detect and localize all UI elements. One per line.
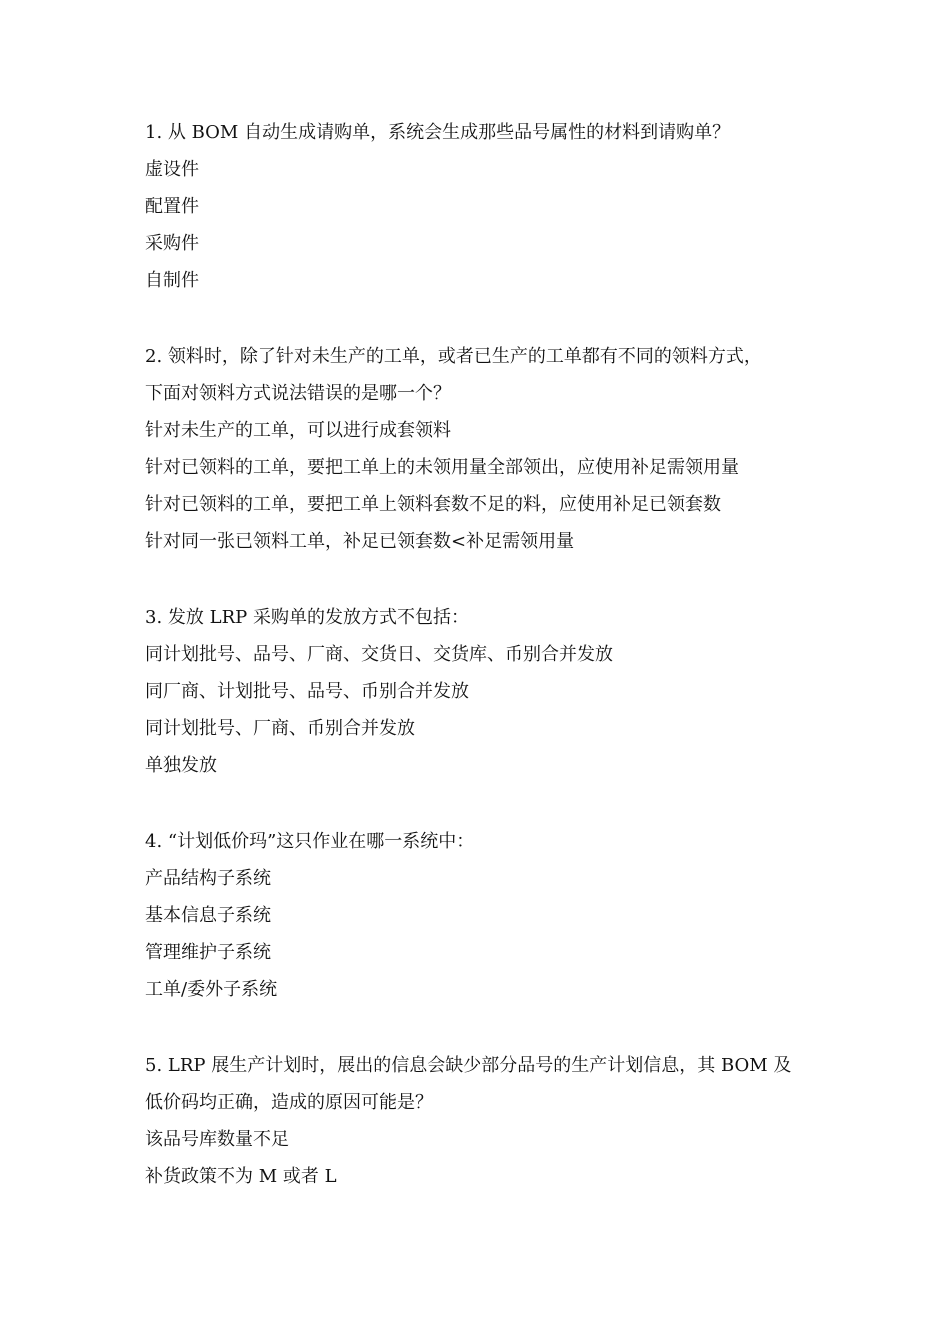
question-3-text: 3. 发放 LRP 采购单的发放方式不包括： bbox=[145, 607, 469, 628]
question-4-option-4: 工单/委外子系统 bbox=[145, 979, 278, 1000]
question-4-option-3: 管理维护子系统 bbox=[145, 942, 271, 963]
question-2-option-4: 针对同一张已领料工单，补足已领套数<补足需领用量 bbox=[145, 531, 575, 552]
question-4-option-1: 产品结构子系统 bbox=[145, 868, 271, 889]
question-4 bbox=[145, 823, 825, 1008]
question-3-option-1: 同计划批号、品号、厂商、交货日、交货库、币别合并发放 bbox=[145, 644, 613, 665]
question-2-option-1: 针对未生产的工单，可以进行成套领料 bbox=[145, 420, 451, 441]
question-3-option-4: 单独发放 bbox=[145, 755, 217, 776]
question-1-option-3: 采购件 bbox=[145, 233, 199, 254]
question-2-text-line-1: 2. 领料时，除了针对未生产的工单，或者已生产的工单都有不同的领料方式， bbox=[145, 346, 762, 367]
question-1-text: 1. 从 BOM 自动生成请购单，系统会生成那些品号属性的材料到请购单？ bbox=[145, 122, 731, 143]
question-5-text-line-2: 低价码均正确，造成的原因可能是？ bbox=[145, 1092, 433, 1113]
question-2-text-line-2: 下面对领料方式说法错误的是哪一个？ bbox=[145, 383, 451, 404]
question-4-text: 4. “计划低价玛”这只作业在哪一系统中： bbox=[145, 831, 475, 852]
question-5-option-1: 该品号库数量不足 bbox=[145, 1129, 289, 1150]
question-2-option-3: 针对已领料的工单，要把工单上领料套数不足的料，应使用补足已领套数 bbox=[145, 494, 721, 515]
question-3-option-2: 同厂商、计划批号、品号、币别合并发放 bbox=[145, 681, 469, 702]
question-1-option-1: 虚设件 bbox=[145, 159, 199, 180]
question-2-option-2: 针对已领料的工单，要把工单上的未领用量全部领出，应使用补足需领用量 bbox=[145, 457, 739, 478]
question-2 bbox=[145, 338, 825, 560]
question-5-text-line-1: 5. LRP 展生产计划时，展出的信息会缺少部分品号的生产计划信息，其 BOM 及 bbox=[145, 1055, 792, 1076]
question-3 bbox=[145, 599, 825, 784]
question-1 bbox=[145, 114, 825, 299]
question-1-option-4: 自制件 bbox=[145, 270, 199, 291]
question-1-option-2: 配置件 bbox=[145, 196, 199, 217]
question-5 bbox=[145, 1047, 825, 1195]
question-4-option-2: 基本信息子系统 bbox=[145, 905, 271, 926]
question-3-option-3: 同计划批号、厂商、币别合并发放 bbox=[145, 718, 415, 739]
question-5-option-2: 补货政策不为 M 或者 L bbox=[145, 1166, 337, 1187]
